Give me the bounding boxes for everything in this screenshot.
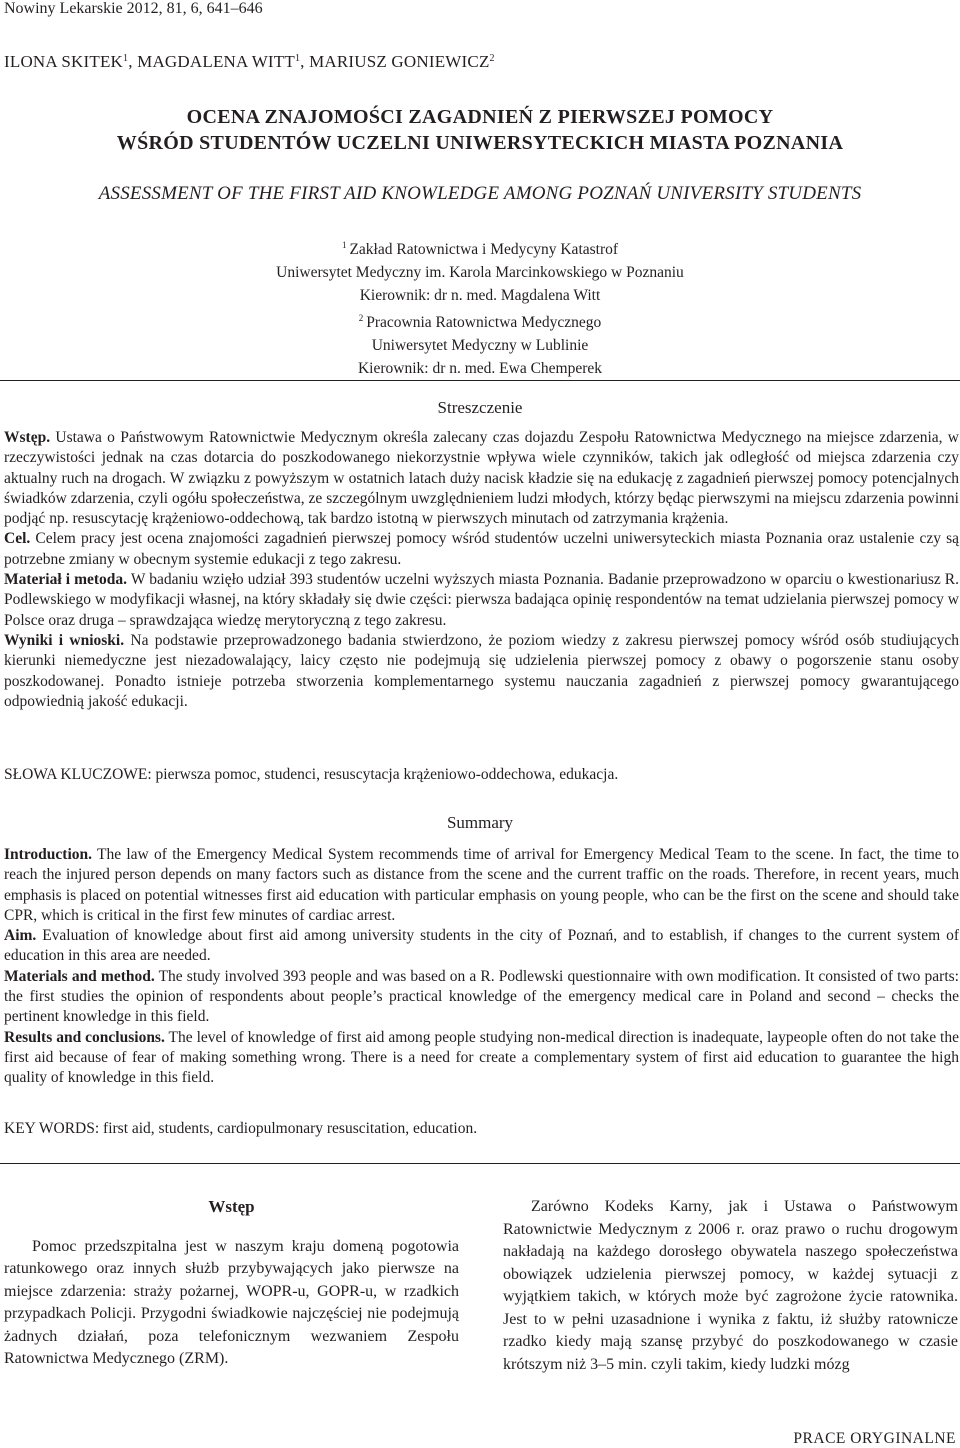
right-column xyxy=(503,1196,958,1376)
affiliation-line: Uniwersytet Medyczny w Lublinie xyxy=(371,337,589,354)
english-keywords: KEY WORDS: first aid, students, cardiopulmonary resuscitation, education. xyxy=(4,1120,478,1137)
abstract-paragraph xyxy=(4,428,959,529)
abstract-paragraph xyxy=(4,570,959,631)
abstract-paragraph xyxy=(4,631,959,712)
abstract-paragraph xyxy=(4,529,959,570)
abstract-label: Results and conclusions. xyxy=(4,1028,165,1046)
polish-abstract xyxy=(4,428,959,712)
article-category: PRACE ORYGINALNE xyxy=(793,1430,956,1447)
body-paragraph: Zarówno Kodeks Karny, jak i Ustawa o Państwowym Ratownictwie Medycznym z 2006 r. oraz prawo o ruchu drogowym nakładają na każdego dorosłego obywatela naszego społeczeństwa obowiązek udzielenia pierwszej pomocy, w każdej sytuacji z wyjątkiem takich, w których może być zagrożone życie ratownika. Jest to w pełni uzasadnione i wynika z faktu, iż służby ratownicze rzadko kiedy mają szansę przybyć do poszkodowanego w czasie krótszym niż 3–5 min. czyli takim, kiedy ludzki mózg xyxy=(503,1198,958,1373)
abstract-text: W badaniu wzięło udział 393 studentów uczelni wyższych miasta Poznania. Badanie przeprowadzono w oparciu o kwestionariusz R. Podlewskiego w modyfikacji własnej, na który składały się dwie części: pierwsza badająca opinię respondentów na temat udzielania pierwszej pomocy w Polsce oraz druga – sprawdzająca wiedzę merytoryczną z tego zakresu. xyxy=(4,571,960,629)
affiliation-line: Uniwersytet Medyczny im. Karola Marcinkowskiego w Poznaniu xyxy=(276,264,684,281)
abstract-label: Wstęp. xyxy=(4,429,51,446)
divider xyxy=(0,1163,960,1164)
abstract-label: Cel. xyxy=(4,530,31,548)
affiliation-mark: 2 xyxy=(358,313,364,323)
affiliation-line: Kierownik: dr n. med. Ewa Chemperek xyxy=(357,360,603,377)
journal-citation: Nowiny Lekarskie 2012, 81, 6, 641–646 xyxy=(4,0,263,17)
affiliations xyxy=(0,234,960,380)
summary-heading: Summary xyxy=(446,813,514,832)
abstract-text: Ustawa o Państwowym Ratownictwie Medycznym określa zalecany czas dojazdu Zespołu Ratownictwa Medycznego na miejsce zdarzenia, w rzeczywistości jednak na czas dotarcia do poszkodowanego niekorzystnie wpływa wiele czynników, takich jak odległość od miejsca zdarzenia czy aktualny ruch na drogach. W związku z powyższym w ostatnich latach duży nacisk kładzie się na edukację z zagadnień pierwszej pomocy potencjalnych świadków zdarzenia, czyli ogółu społeczeństwa, ze szczególnym uwzględnieniem ludzi młodych, którzy będąc pierwszymi na miejscu zdarzenia powinni podjąć np. resuscytację krążeniowo-oddechową, tak bardzo istotną w pierwszych minutach od zatrzymania krążenia. xyxy=(4,429,959,528)
abstract-label: Aim. xyxy=(4,927,37,945)
abstract-paragraph xyxy=(4,926,959,967)
abstract-label: Wyniki i wnioski. xyxy=(4,631,125,649)
abstract-text: Celem pracy jest ocena znajomości zagadnień pierwszej pomocy wśród studentów uczelni uniwersyteckich miasta Poznania oraz ustalenie czy są potrzebne zmiany w obecnym systemie edukacji z tego zakresu. xyxy=(4,530,959,568)
english-abstract xyxy=(4,845,959,1089)
affiliation-line: $^1$ Zakład Ratownictwa i Medycyny Katastrof xyxy=(341,240,619,258)
author-name: MAGDALENA WITT xyxy=(137,52,295,71)
author-name: MARIUSZ GONIEWICZ xyxy=(309,52,490,71)
streszczenie-heading: Streszczenie xyxy=(437,398,523,417)
abstract-text: The level of knowledge of first aid among people studying non-medical direction is inadequate, laypeople often do not take the first aid because of fear of making something wrong. There is a need for create a complementary system of first aid education to guarantee the high quality of knowledge in this field. xyxy=(4,1028,959,1087)
abstract-paragraph xyxy=(4,845,959,926)
abstract-text: Na podstawie przeprowadzonego badania stwierdzono, że poziom wiedzy z zakresu pierwszej pomocy wśród osób studiujących kierunki niemedyczne jest niezadowalający, laicy często nie podejmują się udzielenia pierwszej pomocy z obawy o pogorszenie stanu osoby poszkodowanej. Ponadto istnieje potrzeba stworzenia komplementarnego systemu nauczania zagadnień z pierwszej pomocy gwarantującego odpowiednią jakość edukacji. xyxy=(4,631,959,710)
polish-keywords: SŁOWA KLUCZOWE: pierwsza pomoc, studenci, resuscytacja krążeniowo-oddechowa, edukacja. xyxy=(4,766,619,783)
abstract-text: Evaluation of knowledge about first aid among university students in the city of Poznań, and to establish, if changes to the current system of education in this area are needed. xyxy=(4,927,959,965)
body-paragraph: Pomoc przedszpitalna jest w naszym kraju domeną pogotowia ratunkowego oraz innych służb przybywających jako pierwsze na miejsce zdarzenia: straży pożarnej, WOPR-u, GOPR-u, w rzadkich przypadkach Policji. Przygodni świadkowie najczęściej nie podejmują żadnych działań, poza telefonicznym wezwaniem Zespołu Ratownictwa Medycznego (ZRM). xyxy=(4,1237,459,1367)
divider xyxy=(0,380,960,381)
affiliation-line: $^2$ Pracownia Ratownictwa Medycznego xyxy=(358,313,602,331)
abstract-label: Introduction. xyxy=(4,846,92,863)
title-line: WŚRÓD STUDENTÓW UCZELNI UNIWERSYTECKICH MIASTA POZNANIA xyxy=(116,132,844,154)
abstract-text: The law of the Emergency Medical System recommends time of arrival for Emergency Medical Team to the scene. In fact, the time to reach the injured person depends on many factors such as distance from the scene and the current traffic on the roads. Therefore, in recent years, much emphasis is placed on potential witnesses first aid education with particular emphasis on young people, who can be the first on the scene and should take CPR, which is critical in the first few minutes of cardiac arrest. xyxy=(4,846,959,924)
author-affiliation-mark: 1 xyxy=(294,53,301,64)
author-affiliation-mark: 1 xyxy=(123,53,129,64)
abstract-label: Materiał i metoda. xyxy=(4,571,128,589)
english-title: ASSESSMENT OF THE FIRST AID KNOWLEDGE AMONG POZNAŃ UNIVERSITY STUDENTS xyxy=(98,183,862,204)
author-name: ILONA SKITEK xyxy=(4,52,124,71)
title-line: OCENA ZNAJOMOŚCI ZAGADNIEŃ Z PIERWSZEJ POMOCY xyxy=(186,106,774,128)
article-title xyxy=(0,104,960,156)
left-column xyxy=(4,1196,459,1371)
abstract-paragraph xyxy=(4,967,959,1028)
abstract-paragraph xyxy=(4,1028,959,1089)
author-list: ILONA SKITEK$^1$, MAGDALENA WITT$^1$, MARIUSZ GONIEWICZ$^2$ xyxy=(4,52,495,71)
abstract-label: Materials and method. xyxy=(4,967,155,985)
affiliation-mark: 1 xyxy=(341,240,347,250)
author-affiliation-mark: 2 xyxy=(489,53,495,64)
affiliation-line: Kierownik: dr n. med. Magdalena Witt xyxy=(359,287,601,304)
abstract-text: The study involved 393 people and was based on a R. Podlewski questionnaire with own modification. It consisted of two parts: the first studies the opinion of respondents about people’s practical knowledge of the emergency medical care in Poland and second – checks the pertinent knowledge in this field. xyxy=(4,967,959,1026)
section-heading-wstep: Wstęp xyxy=(208,1197,255,1216)
